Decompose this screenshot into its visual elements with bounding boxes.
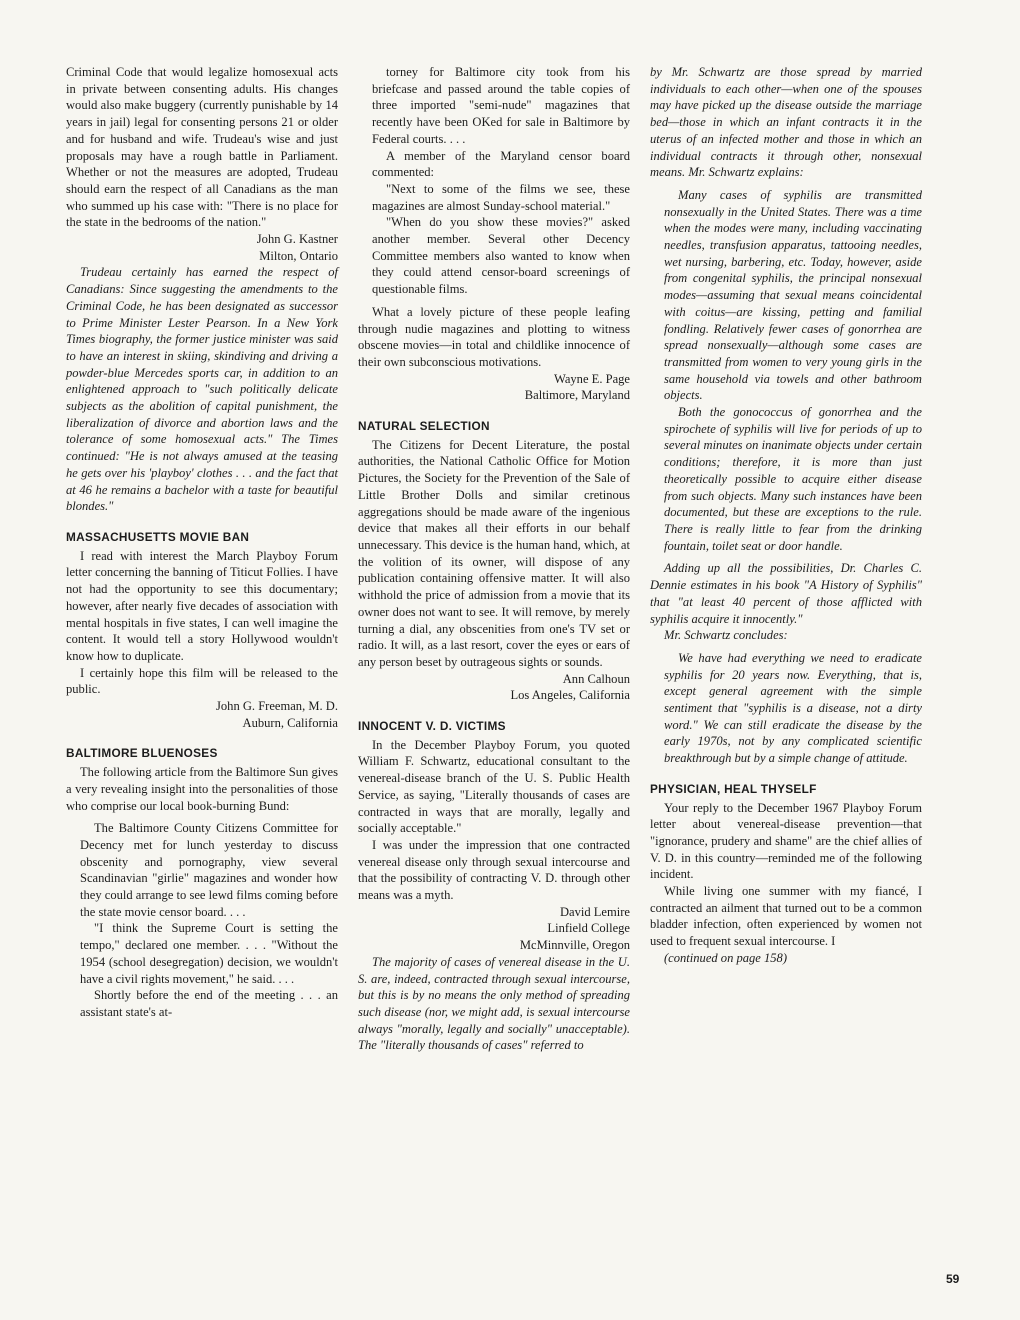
signature-name: Ann Calhoun bbox=[562, 671, 630, 686]
column-3 bbox=[650, 64, 922, 967]
block-quote bbox=[80, 820, 338, 1020]
editor-reply: The majority of cases of venereal disease in the U. S. are, indeed, contracted through sexual intercourse, but this is by no means the only method of spreading such disease (nor, we might add, is sexual intercourse always "morally, legally and socially" unacceptable). The "literally thousands of cases" referred to bbox=[358, 954, 630, 1053]
signature-name: John G. Freeman, M. D. bbox=[216, 699, 338, 714]
block-quote bbox=[664, 650, 922, 767]
letter-paragraph: I was under the impression that one contracted venereal disease only through sexual intercourse and that the possibility of contracting V. D. through other means was a myth. bbox=[358, 837, 630, 903]
editor-reply: Trudeau certainly has earned the respect of Canadians: Since suggesting the amendments to the Criminal Code, he has been designated as successor to Prime Minister Lester Pearson. In a New York Times biography, the former justice minister was said to have an interest in skiing, skindiving and driving a powder-blue Mercedes sports car, in addition to an enlightened approach to "such politically delicate subjects as the abolition of capital punishment, the liberalization of divorce and abortion laws and the tolerance of some homosexual acts." The Times continued: "He is not always amused at the teasing he gets over his 'playboy' clothes . . . and the fact that at 46 he remains a bachelor with a taste for beautiful blondes." bbox=[66, 265, 338, 514]
letter-paragraph: In the December Playboy Forum, you quoted William F. Schwartz, educational consultant to the venereal-disease branch of the U. S. Public Health Service, as saying, "Literally thousands of cases are contracted in ways that are morally, legally and socially acceptable." bbox=[358, 737, 630, 836]
signature-place: Auburn, California bbox=[242, 715, 338, 730]
signature-name: David Lemire bbox=[559, 904, 630, 919]
letter-paragraph: The following article from the Baltimore Sun gives a very revealing insight into the personalities of those who comprise our local book-burning Bund: bbox=[66, 765, 338, 813]
quote-paragraph: torney for Baltimore city took from his briefcase and passed around the table copies of three imported "semi-nude" magazines that recently have been OKed for sale in Baltimore by Federal courts. . . . bbox=[372, 65, 630, 146]
quote-paragraph: "When do you show these movies?" asked another member. Several other Decency Committee members also wanted to know when they could attend censor-board screenings of questionable films. bbox=[372, 215, 630, 297]
quote-paragraph: Both the gonococcus of gonorrhea and the spirochete of syphilis will live for periods of up to several minutes on inanimate objects under certain conditions; therefore, it is more than just theoretically possible to acquire either disease from such objects. Many such instances have been documented, but these are exceptions to the rule. There is really little to fear from the drinking fountain, toilet seat or door handle. bbox=[664, 405, 922, 553]
editor-reply: Adding up all the possibilities, Dr. Charles C. Dennie estimates in his book "A History of Syphilis" that "at least 40 percent of those afflicted with syphilis acquire it innocently." bbox=[650, 561, 922, 626]
signature-name: Wayne E. Page bbox=[554, 371, 630, 386]
section-heading: INNOCENT V. D. VICTIMS bbox=[358, 719, 506, 734]
quote-paragraph: We have had everything we need to eradicate syphilis for 20 years now. Everything, that is, except general agreement with the simple sentiment that "syphilis is a disease, not a dirty word." We can still eradicate the disease by the early 1970s, not by any complicated scientific breakthrough but by a simple change of attitude. bbox=[664, 650, 922, 766]
editor-reply: Mr. Schwartz concludes: bbox=[664, 628, 788, 643]
continued-note: (continued on page 158) bbox=[664, 950, 787, 965]
signature-place: Milton, Ontario bbox=[259, 248, 338, 263]
section-heading: MASSACHUSETTS MOVIE BAN bbox=[66, 529, 250, 544]
letter-paragraph: Criminal Code that would legalize homosexual acts in private between consenting adults. His changes would also make buggery (currently punishable by 14 years in jail) legal for consenting persons 21 or older and for husband and wife. Trudeau's wise and just proposals may have a rough battle in Parliament. Whether or not the measures are adopted, Trudeau should earn the respect of all Canadians as the man who summed up his case with: "There is no place for the state in the bedrooms of the nation." bbox=[66, 65, 338, 230]
letter-paragraph: Your reply to the December 1967 Playboy Forum letter about venereal-disease prevention—that "ignorance, prudery and shame" are the chief allies of V. D. in this country—reminded me of the following incident. bbox=[650, 800, 922, 882]
quote-paragraph: "Next to some of the films we see, these magazines are almost Sunday-school material." bbox=[372, 181, 630, 213]
signature-org: Linfield College bbox=[547, 921, 630, 936]
quote-paragraph: A member of the Maryland censor board commented: bbox=[372, 148, 630, 180]
section-heading: PHYSICIAN, HEAL THYSELF bbox=[650, 781, 817, 796]
signature-place: Los Angeles, California bbox=[510, 688, 630, 703]
quote-paragraph: "I think the Supreme Court is setting the tempo," declared one member. . . . "Without the 1954 (school desegregation) decision, we wouldn't have a civil rights movement," he said. . . . bbox=[80, 921, 338, 986]
quote-paragraph: Shortly before the end of the meeting . . . an assistant state's at- bbox=[80, 988, 338, 1019]
section-heading: NATURAL SELECTION bbox=[358, 419, 490, 434]
letter-paragraph: The Citizens for Decent Literature, the postal authorities, the National Catholic Office for Motion Pictures, the Society for the Prevention of the Sale of Little Brother Dolls and similar cretinous aggregations should be made aware of the ingenious device that makes all their efforts in our behalf unnecessary. This device is the human hand, which, at the volition of its owner, will dispose of any publication containing offensive matter. It will also withhold the price of admission from a movie that its owner does not want to see. It will remove, by merely turning a dial, any obscenities from one's TV set or radio. It will, as a last resort, cover the eyes or ears of any person beset by outrageous sights or sounds. bbox=[358, 437, 630, 669]
block-quote bbox=[372, 64, 630, 298]
page-number: 59 bbox=[946, 1272, 960, 1286]
quote-paragraph: The Baltimore County Citizens Committee for Decency met for lunch yesterday to discuss obscenity and pornography, view several Scandinavian "girlie" magazines and wonder how they could arrange to see lewd films coming before the state movie censor board. . . . bbox=[80, 821, 338, 919]
letter-paragraph: I read with interest the March Playboy Forum letter concerning the banning of Titicut Follies. I have not had the opportunity to see this documentary; however, after nearly five decades of association with mental hospitals in five states, I can well imagine the content. It would tell a story Hollywood wouldn't know how to duplicate. bbox=[66, 548, 338, 663]
letter-paragraph: While living one summer with my fiancé, I contracted an ailment that turned out to be a common bladder infection, often experienced by women not used to frequent sexual intercourse. I bbox=[650, 884, 922, 949]
block-quote bbox=[664, 187, 922, 554]
signature-place: McMinnville, Oregon bbox=[519, 938, 630, 953]
editor-reply: by Mr. Schwartz are those spread by married individuals to each other—when one of the spouses may have picked up the disease outside the marriage bed—those in which an infant contracts it in the uterus of an infected mother and those in which an individual contracts it through other, nonsexual means. Mr. Schwartz explains: bbox=[650, 65, 922, 180]
letter-paragraph: What a lovely picture of these people leafing through nudie magazines and plotting to witness obscene movies—in total and childlike innocence of their own subconscious motivations. bbox=[358, 304, 630, 369]
letter-paragraph: I certainly hope this film will be released to the public. bbox=[66, 665, 338, 697]
section-heading: BALTIMORE BLUENOSES bbox=[66, 746, 218, 761]
signature-name: John G. Kastner bbox=[256, 232, 338, 247]
quote-paragraph: Many cases of syphilis are transmitted nonsexually in the United States. There was a time when the modes were many, including vaccinating needles, transfusion apparatus, tattooing needles, wet nursing, barbering, etc. Today, however, aside from congenital syphilis, the principal nonsexual modes—assuming that sexual means coincidental with coitus—are kissing, petting and familial fondling. Relatively fewer cases of gonorrhea are spread nonsexually—although some cases are transmitted from women to very young girls in the same household via towels and other bathroom objects. bbox=[664, 187, 922, 403]
signature-place: Baltimore, Maryland bbox=[524, 388, 630, 403]
column-2 bbox=[358, 64, 630, 1054]
column-1 bbox=[66, 64, 338, 1027]
